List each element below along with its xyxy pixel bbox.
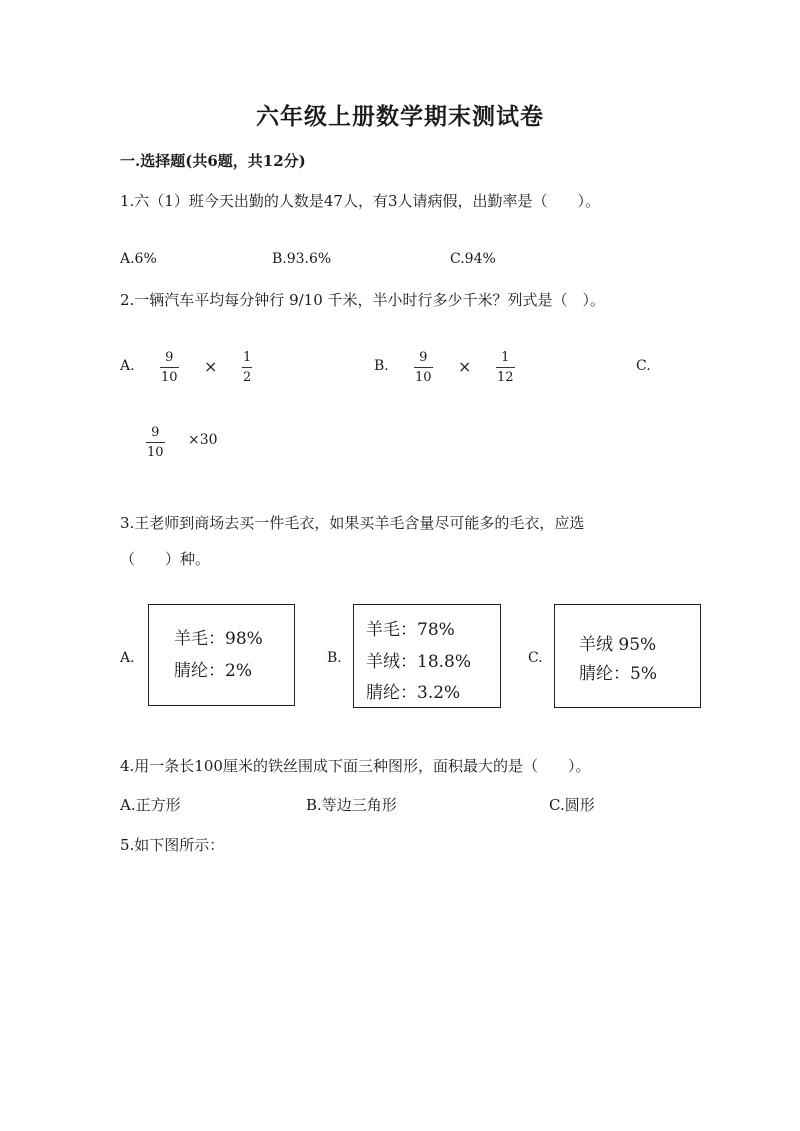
denominator: 10	[415, 370, 432, 385]
question-3-box-b	[353, 604, 501, 708]
question-2-label-c: C.	[636, 358, 651, 374]
question-1-text: 1.六（1）班今天出勤的人数是47人，有3人请病假，出勤率是（ ）。	[120, 192, 600, 210]
question-5-text: 5.如下图所示：	[120, 836, 225, 854]
question-1-option-c: C.94%	[450, 251, 496, 267]
question-4-text: 4.用一条长100厘米的铁丝围成下面三种图形，面积最大的是（ ）。	[120, 757, 591, 775]
box-b-line-1: 羊毛：78%	[366, 620, 455, 640]
denominator: 10	[147, 445, 164, 460]
question-2-option-c-fraction	[146, 425, 165, 460]
numerator: 9	[151, 425, 160, 440]
question-2-option-a-fraction-2	[242, 350, 252, 385]
question-4-option-b: B.等边三角形	[306, 796, 397, 814]
question-2-text: 2.一辆汽车平均每分钟行 9/10 千米，半小时行多少千米？列式是（ ）。	[120, 291, 606, 309]
denominator: 2	[243, 370, 252, 385]
numerator: 1	[243, 350, 252, 365]
box-a-line-2: 腈纶：2%	[174, 661, 252, 681]
question-2-option-b-fraction-2	[496, 350, 515, 385]
question-3-label-a: A.	[120, 650, 135, 666]
question-4-option-a: A.正方形	[120, 796, 181, 814]
question-4-option-c: C.圆形	[549, 796, 595, 814]
box-c-line-1: 羊绒 95%	[579, 635, 657, 655]
question-3-text-line-1: 3.王老师到商场去买一件毛衣，如果买羊毛含量尽可能多的毛衣，应选	[120, 514, 585, 532]
box-a-line-1: 羊毛：98%	[174, 629, 263, 649]
question-2-option-a-fraction-1	[160, 350, 179, 385]
denominator: 10	[161, 370, 178, 385]
question-2-option-b-times: ×	[458, 357, 472, 376]
page-title: 六年级上册数学期末测试卷	[256, 103, 544, 130]
numerator: 1	[501, 350, 510, 365]
question-2-option-a-times: ×	[204, 357, 218, 376]
question-3-box-c	[554, 604, 701, 708]
numerator: 9	[165, 350, 174, 365]
question-1-option-b: B.93.6%	[272, 251, 332, 267]
numerator: 9	[419, 350, 428, 365]
question-2-label-a: A.	[120, 358, 135, 374]
question-2-label-b: B.	[374, 358, 389, 374]
denominator: 12	[497, 370, 514, 385]
question-2-option-b-fraction-1	[414, 350, 433, 385]
box-c-line-2: 腈纶：5%	[579, 664, 657, 684]
question-3-text-line-2: （ ）种。	[120, 550, 211, 568]
box-b-line-2: 羊绒：18.8%	[366, 652, 472, 672]
question-1-option-a: A.6%	[120, 251, 157, 267]
question-3-label-c: C.	[528, 650, 543, 666]
question-3-label-b: B.	[327, 650, 342, 666]
question-3-box-a	[148, 604, 295, 706]
question-2-option-c-tail: ×30	[188, 432, 218, 448]
section-heading: 一.选择题(共6题，共12分)	[120, 152, 306, 170]
box-b-line-3: 腈纶：3.2%	[366, 683, 461, 703]
